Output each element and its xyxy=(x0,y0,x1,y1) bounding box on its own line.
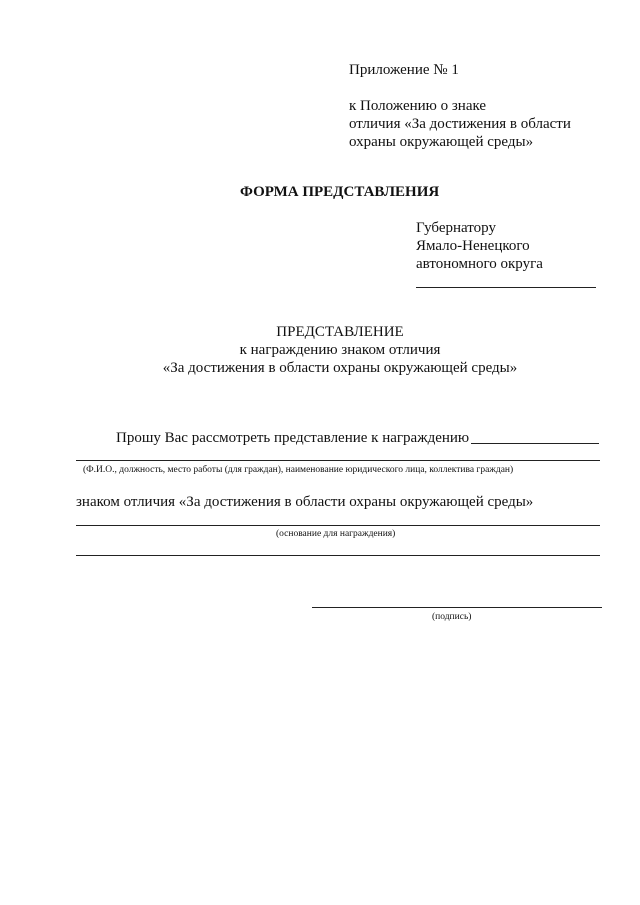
addressee-line-2: Ямало-Ненецкого xyxy=(416,238,530,254)
signature-line xyxy=(312,607,602,608)
addressee-line-3: автономного округа xyxy=(416,256,543,272)
addressee-line-1: Губернатору xyxy=(416,220,496,236)
nominee-caption: (Ф.И.О., должность, место работы (для граждан), наименование юридического лица, коллектива граждан) xyxy=(83,465,514,475)
award-line: знаком отличия «За достижения в области охраны окружающей среды» xyxy=(76,494,534,510)
basis-caption: (основание для награждения) xyxy=(276,529,396,539)
nominee-blank-short xyxy=(471,443,599,444)
appendix-ref-line-3: охраны окружающей среды» xyxy=(349,134,534,150)
heading-line-3: «За достижения в области охраны окружающей среды» xyxy=(162,360,518,376)
basis-blank-line-1 xyxy=(76,525,600,526)
nominee-blank-line xyxy=(76,460,600,461)
appendix-ref-line-1: к Положению о знаке xyxy=(349,98,487,114)
heading-line-2: к награждению знаком отличия xyxy=(239,342,441,358)
form-title: ФОРМА ПРЕДСТАВЛЕНИЯ xyxy=(240,184,440,200)
request-text: Прошу Вас рассмотреть представление к награждению xyxy=(116,430,470,446)
signature-caption: (подпись) xyxy=(432,612,472,622)
appendix-ref-line-2: отличия «За достижения в области xyxy=(349,116,571,132)
basis-blank-line-2 xyxy=(76,555,600,556)
appendix-title: Приложение № 1 xyxy=(349,62,459,78)
heading-line-1: ПРЕДСТАВЛЕНИЕ xyxy=(276,324,404,340)
addressee-blank-line xyxy=(416,287,596,288)
